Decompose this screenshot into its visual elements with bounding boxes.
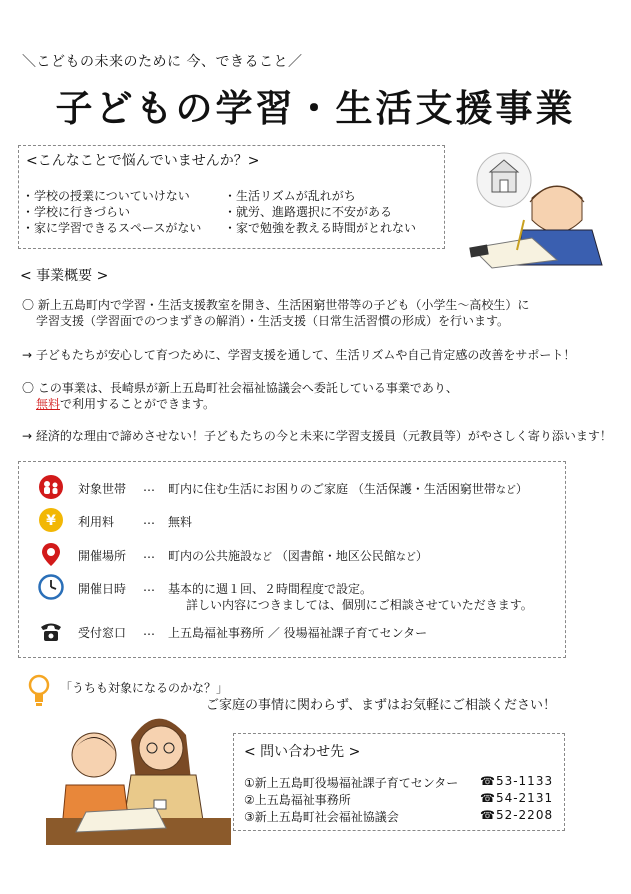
contact-entry-tel[interactable]: ☎52-2208 (480, 808, 554, 822)
page-title: 子どもの学習・生活支援事業 (55, 87, 576, 130)
overview-p4: → 経済的な理由で諦めさせない！子どもたちの今と未来に学習支援員（元教員等）がやさしく寄り添います！ (22, 429, 612, 443)
family-icon (38, 474, 64, 500)
info-row-venue (38, 541, 558, 569)
overview-p1-line2: 学習支援（学習面でのつまずきの解消）・生活支援（日常生活習慣の形成）を行います。 (36, 314, 510, 328)
contact-entry-tel[interactable]: ☎53-1133 (480, 774, 554, 788)
info-value: 町内の公共施設など （図書館・地区公民館など） (168, 549, 428, 563)
yen-icon (38, 507, 64, 533)
overview-p3-line2: 無料で利用することができます。 (36, 397, 216, 411)
info-value: 基本的に週１回、２時間程度で設定。 (168, 582, 373, 596)
info-row-fee (38, 507, 558, 535)
contact-entry-name: ③新上五島町社会福祉協議会 (244, 810, 399, 824)
concerns-right-list (224, 188, 416, 236)
worried-child-illustration (462, 150, 612, 270)
free-highlight: 無料 (36, 397, 61, 411)
concern-item: ・学校の授業についていけない (22, 189, 190, 203)
concern-item: ・生活リズムが乱れがち (224, 189, 356, 203)
overview-p1-line1: 〇 新上五島町内で学習・生活支援教室を開き、生活困窮世帯等の子ども（小学生～高校生）に (22, 298, 530, 312)
concerns-left-list (22, 188, 201, 236)
callout-message: ご家庭の事情に関わらず、まずはお気軽にご相談ください！ (206, 698, 556, 713)
info-row-schedule (38, 574, 558, 614)
info-row-target (38, 474, 558, 502)
tutor-and-child-illustration (46, 700, 231, 845)
concerns-heading: <こんなことで悩んでいませんか？> (26, 153, 260, 169)
overview-p2: → 子どもたちが安心して育つために、学習支援を通して、生活リズムや自己肯定感の改善をサポート！ (22, 348, 576, 362)
phone-icon (38, 618, 64, 644)
info-label: 開催場所 (78, 549, 127, 563)
clock-icon (38, 574, 64, 600)
concern-item: ・学校に行きづらい (22, 205, 131, 219)
info-separator: … (143, 513, 155, 527)
info-separator: … (143, 624, 155, 638)
info-label: 開催日時 (78, 582, 127, 596)
info-value: 町内に住む生活にお困りのご家庭 （生活保護・生活困窮世帯など） (168, 482, 528, 496)
contact-heading: < 問い合わせ先 > (244, 744, 361, 760)
contact-entry-name: ①新上五島町役場福祉課子育てセンター (244, 776, 459, 790)
info-label: 受付窓口 (78, 626, 127, 640)
info-value: 上五島福祉事務所 ／ 役場福祉課子育てセンター (168, 626, 428, 640)
svg-text:¥: ¥ (46, 513, 56, 529)
info-label: 対象世帯 (78, 482, 127, 496)
info-separator: … (143, 547, 155, 561)
info-separator: … (143, 580, 155, 594)
contact-entry-tel[interactable]: ☎54-2131 (480, 791, 554, 805)
info-value: 無料 (168, 515, 193, 529)
info-label: 利用料 (78, 515, 115, 529)
info-separator: … (143, 480, 155, 494)
overview-p3-line1: 〇 この事業は、長崎県が新上五島町社会福祉協議会へ委託している事業であり、 (22, 381, 458, 395)
info-row-contact (38, 618, 558, 646)
concern-item: ・家に学習できるスペースがない (22, 221, 202, 235)
tagline: ＼こどもの未来のために 今、できること／ (22, 54, 303, 70)
info-value-line2: 詳しい内容につきましては、個別にご相談させていただきます。 (186, 598, 533, 612)
concern-item: ・家で勉強を教える時間がとれない (224, 221, 417, 235)
location-pin-icon (38, 541, 64, 567)
contact-entry-name: ②上五島福祉事務所 (244, 793, 351, 807)
overview-heading: < 事業概要 > (20, 268, 109, 284)
callout-quote: 「うちも対象になるのかな？」 (60, 681, 229, 695)
concern-item: ・就労、進路選択に不安がある (224, 205, 393, 219)
